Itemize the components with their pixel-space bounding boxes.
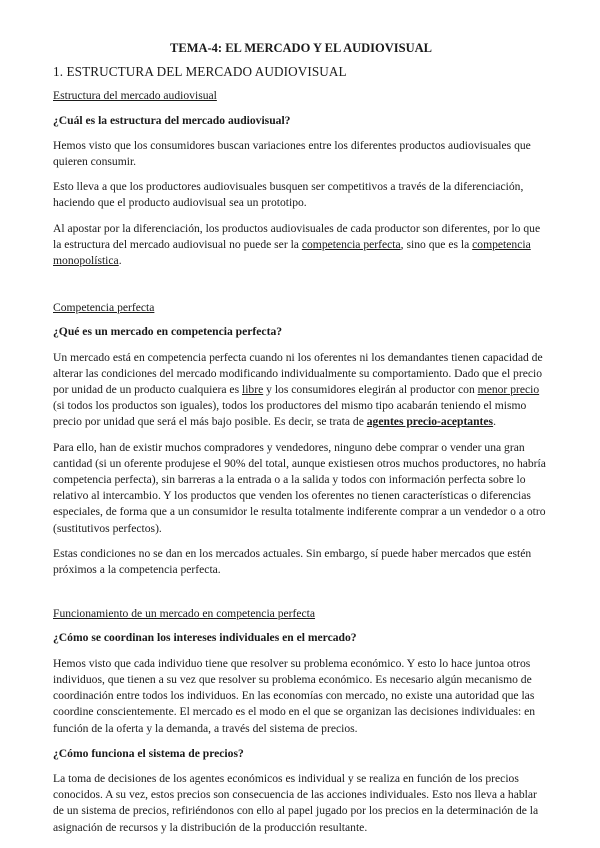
paragraph: Esto lleva a que los productores audiovisuales busquen ser competitivos a través de la diferenciación, haciendo que el producto audiovisual sea un prototipo. <box>53 180 524 210</box>
question-coordinacion: ¿Cómo se coordinan los intereses individuales en el mercado? <box>53 631 357 645</box>
document-page <box>53 40 549 845</box>
text-run: y los consumidores elegirán al productor con <box>263 383 478 397</box>
paragraph <box>53 221 549 270</box>
section-heading: 1. ESTRUCTURA DEL MERCADO AUDIOVISUAL <box>53 64 347 80</box>
subheading-funcionamiento: Funcionamiento de un mercado en competencia perfecta <box>53 607 316 621</box>
spacer <box>53 587 549 606</box>
text-run: Un mercado está en competencia perfecta cuando ni los oferentes ni los demandantes tienen capacidad de alterar las condiciones del mercado modificando individualmente su comportamiento. Dado que el precio por unidad de un producto cualquiera es <box>53 350 543 397</box>
question-estructura: ¿Cuál es la estructura del mercado audiovisual? <box>53 113 291 127</box>
term-competencia-perfecta: competencia perfecta <box>301 237 401 251</box>
question-competencia: ¿Qué es un mercado en competencia perfecta? <box>53 325 283 339</box>
spacer <box>53 278 549 300</box>
document-title: TEMA-4: EL MERCADO Y EL AUDIOVISUAL <box>170 41 432 55</box>
paragraph: Hemos visto que los consumidores buscan variaciones entre los diferentes productos audiovisuales que quieren consumir. <box>53 138 531 169</box>
paragraph <box>53 350 549 431</box>
text-run: . <box>118 254 122 268</box>
subheading-estructura: Estructura del mercado audiovisual <box>53 89 217 103</box>
text-run: Al apostar por la diferenciación, los productos audiovisuales de cada productor son diferentes, por lo que la estructura del mercado audiovisual no puede ser la <box>53 221 541 251</box>
text-run: , sino que es la <box>400 237 473 251</box>
paragraph: Hemos visto que cada individuo tiene que resolver su problema económico. Y esto lo hace juntoa otros individuos, que tienen a su vez que resolver su problema económico. Es necesario algún mecanismo de coordinación entre todos los individuos. En las economías con mercado, no existe una autoridad que las coordine conscientemente. El mercado es el modo en el que se organizan las decisiones individuales: en función de la oferta y la demanda, a través del sistema de precios. <box>53 656 536 735</box>
term-menor-precio: menor precio <box>477 383 540 397</box>
paragraph: Estas condiciones no se dan en los mercados actuales. Sin embargo, sí puede haber mercados que estén próximos a la competencia perfecta. <box>53 546 532 577</box>
question-sistema-precios: ¿Cómo funciona el sistema de precios? <box>53 746 244 760</box>
text-run: (si todos los productos son iguales), todos los productores del mismo tipo acabarán teniendo el mismo precio por unidad que será el más bajo posible. Es decir, se trata de <box>53 399 527 429</box>
subheading-competencia: Competencia perfecta <box>53 301 155 315</box>
paragraph: Para ello, han de existir muchos compradores y vendedores, ninguno debe comprar o vender una gran cantidad (si un oferente produjese el 90% del total, aunque existiesen otros muchos productores, no habría competencia perfecta), sin barreras a la entrada o a la salida y todos con información perfecta sobre lo relativo al intercambio. Y los productos que venden los oferentes no tienen características o diferencias especiales, de forma que a un consumidor le resulta totalmente indiferente comprar a un vendedor o a otro (sustitutivos perfectos). <box>53 440 546 535</box>
term-libre: libre <box>241 383 264 397</box>
term-competencia-monopolistica: competencia monopolística <box>53 237 531 268</box>
paragraph: La toma de decisiones de los agentes económicos es individual y se realiza en función de los precios conocidos. A su vez, estos precios son consecuencia de las acciones individuales. Esto nos lleva a hablar de un sistema de precios, refiriéndonos con ello al papel jugado por los precios en la determinación de la asignación de recursos y la distribución de la producción resultante. <box>53 771 539 834</box>
term-agentes-precio-aceptantes: agentes precio-aceptantes <box>366 415 494 429</box>
text-run: . <box>493 415 496 429</box>
